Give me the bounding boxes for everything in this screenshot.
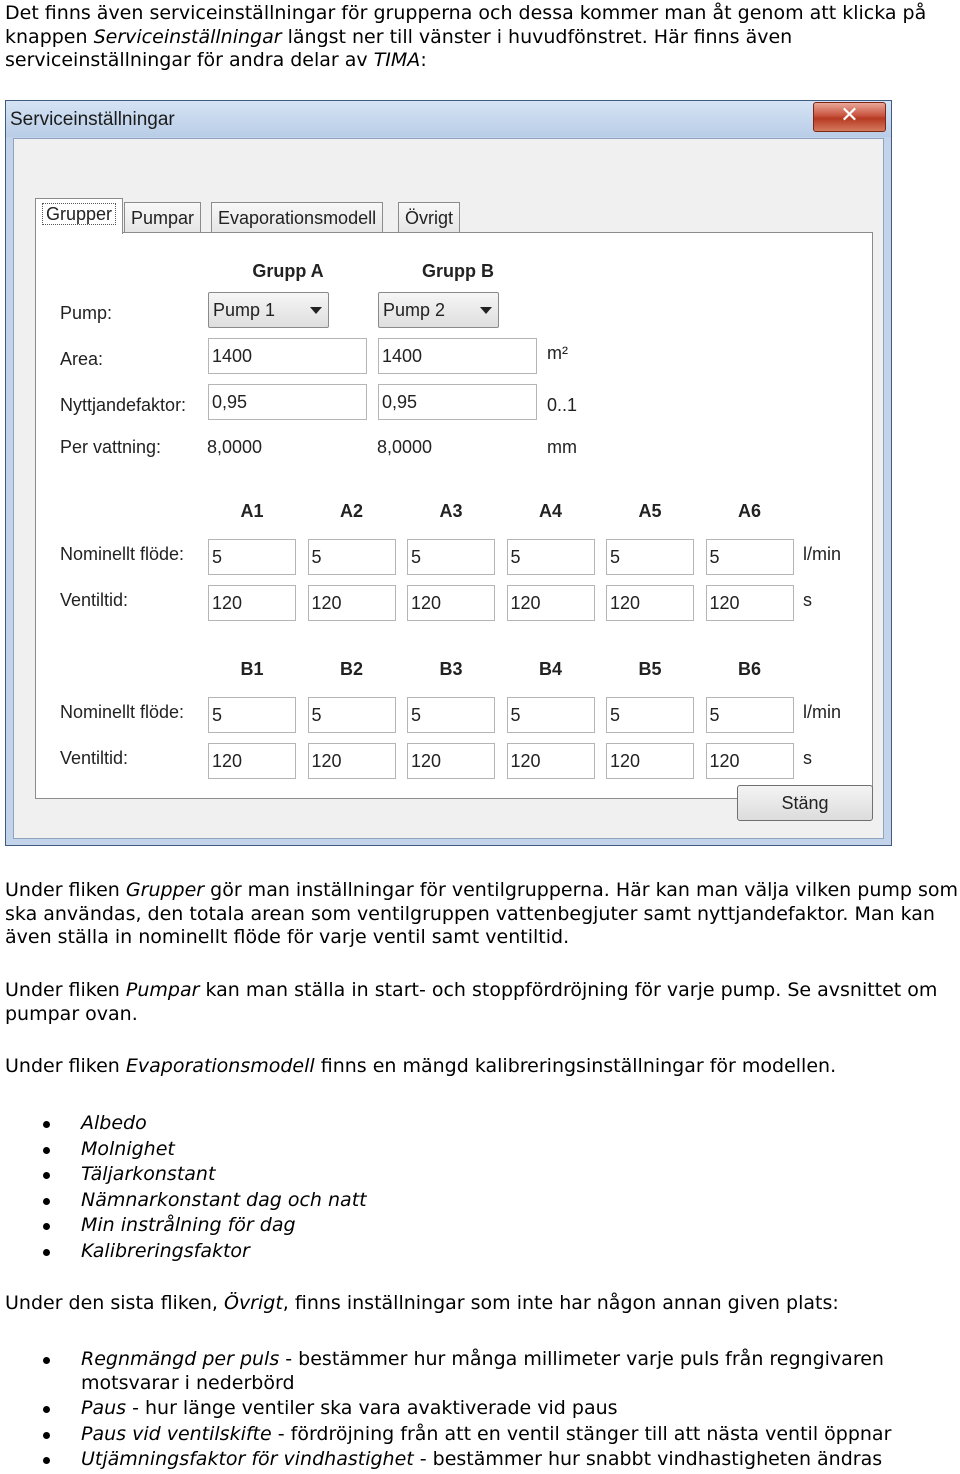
valve-ventiltid-input[interactable]: 120 (706, 585, 794, 621)
intro-italic-2: TIMA (373, 49, 421, 71)
service-settings-dialog (5, 100, 892, 846)
valve-flode-input[interactable]: 5 (507, 539, 595, 575)
tab-ovrigt[interactable] (398, 202, 460, 234)
chevron-down-icon (480, 307, 492, 314)
group-a-pump-value: Pump 1 (213, 300, 276, 320)
chevron-down-icon (310, 307, 322, 314)
list-item (0, 1423, 960, 1447)
group-a-nyttjandefaktor-input[interactable]: 0,95 (208, 384, 367, 420)
nyttjandefaktor-unit: 0..1 (547, 395, 578, 415)
ovrigt-item-term: Paus vid ventilskifte (81, 1422, 272, 1445)
valve-ventiltid-input[interactable]: 120 (308, 743, 396, 779)
valve-ventiltid-input[interactable]: 120 (407, 585, 495, 621)
intro-text-1: Det finns även serviceinställningar för grupperna och dessa kommer man åt genom att klicka på knappen (5, 2, 927, 48)
ovrigt-item-desc: - bestämmer hur snabbt vindhastigheten ändras (413, 1448, 883, 1470)
ovrigt-item-term: Paus (81, 1397, 127, 1419)
valve-header: B6 (737, 659, 761, 679)
evap-italic: Evaporationsmodell (125, 1055, 315, 1077)
ovrigt-paragraph (5, 1292, 960, 1316)
valve-ventiltid-input[interactable]: 120 (208, 585, 296, 621)
intro-text-3: : (420, 49, 427, 71)
pumpar-text-b: kan man ställa in start- och stoppfördröjning för varje pump. Se avsnittet om pumpar ovan. (5, 979, 938, 1025)
pumpar-text-a: Under fliken (5, 979, 126, 1001)
dialog-title: Serviceinställningar (10, 109, 175, 130)
valve-header: B4 (538, 659, 562, 679)
evap-item-text: Albedo (81, 1112, 147, 1134)
valve-ventiltid-input[interactable]: 120 (507, 585, 595, 621)
group-a-area-input[interactable]: 1400 (208, 338, 367, 374)
ovrigt-item-desc: - fördröjning från att en ventil stänger till att nästa ventil öppnar (271, 1422, 892, 1445)
valve-flode-input[interactable]: 5 (606, 697, 694, 733)
area-unit: m² (547, 343, 568, 363)
valve-header: A2 (339, 501, 363, 521)
valve-header: B2 (339, 659, 363, 679)
pumpar-paragraph (5, 979, 960, 1026)
valve-ventiltid-input[interactable]: 120 (308, 585, 396, 621)
grupper-panel (35, 232, 873, 799)
dialog-titlebar[interactable] (6, 101, 891, 137)
valve-flode-input[interactable]: 5 (208, 539, 296, 575)
valve-flode-input[interactable]: 5 (208, 697, 296, 733)
evap-item-text: Täljarkonstant (81, 1163, 216, 1185)
evap-item-text: Kalibreringsfaktor (81, 1239, 250, 1262)
nyttjandefaktor-label: Nyttjandefaktor: (60, 395, 187, 415)
ovrigt-item-term: Utjämningsfaktor för vindhastighet (81, 1448, 414, 1470)
list-item (0, 1111, 367, 1137)
valve-header: B3 (439, 659, 463, 679)
valve-flode-input[interactable]: 5 (507, 697, 595, 733)
per-vattning-unit: mm (547, 437, 577, 457)
evap-paragraph (5, 1055, 960, 1079)
group-b-nyttjandefaktor-input[interactable]: 0,95 (378, 384, 537, 420)
evap-list (0, 1111, 367, 1264)
list-item (0, 1188, 367, 1214)
list-item (0, 1448, 960, 1472)
group-a-pump-select[interactable] (208, 292, 329, 328)
ventiltid-unit: s (803, 590, 812, 610)
nominellt-flode-label: Nominellt flöde: (60, 702, 185, 722)
group-a-header: Grupp A (252, 261, 324, 281)
ovrigt-italic: Övrigt (223, 1292, 283, 1314)
area-label: Area: (60, 349, 104, 369)
grupper-italic: Grupper (125, 879, 205, 901)
ovrigt-item-desc: - bestämmer hur många millimeter varje puls från regngivaren motsvarar i nederbörd (81, 1348, 884, 1394)
ventiltid-label: Ventiltid: (60, 748, 129, 768)
list-item (0, 1162, 367, 1188)
valve-flode-input[interactable]: 5 (706, 697, 794, 733)
flode-unit: l/min (803, 702, 842, 722)
valve-header: A3 (439, 501, 463, 521)
ventiltid-unit: s (803, 748, 812, 768)
valve-ventiltid-input[interactable]: 120 (507, 743, 595, 779)
valve-flode-input[interactable]: 5 (407, 697, 495, 733)
grupper-text-b: gör man inställningar för ventilgrupperna. Här kan man välja vilken pump som ska användas, den totala arean som ventilgruppen vattenbegjuter samt nyttjandefaktor. Man kan även ställa in nominellt flöde för varje ventil samt ventiltid. (5, 879, 958, 948)
list-item (0, 1239, 367, 1265)
ovrigt-text-a: Under den sista fliken, (5, 1292, 224, 1314)
valve-flode-input[interactable]: 5 (308, 697, 396, 733)
valve-ventiltid-input[interactable]: 120 (606, 585, 694, 621)
evap-text-b: finns en mängd kalibreringsinställningar för modellen. (314, 1055, 837, 1077)
valve-flode-input[interactable]: 5 (606, 539, 694, 575)
grupper-paragraph (5, 879, 960, 950)
tab-grupper[interactable] (35, 198, 123, 234)
valve-header: A1 (240, 501, 264, 521)
evap-item-text: Molnighet (81, 1137, 175, 1160)
ovrigt-list (0, 1348, 960, 1474)
valve-header: A5 (638, 501, 662, 521)
tab-pumpar[interactable] (124, 202, 201, 234)
ovrigt-item-term: Regnmängd per puls (81, 1348, 280, 1370)
pumpar-italic: Pumpar (125, 979, 200, 1001)
valve-ventiltid-input[interactable]: 120 (208, 743, 296, 779)
evap-text-a: Under fliken (5, 1055, 126, 1077)
tab-ovrigt-label: Övrigt (405, 208, 454, 228)
intro-italic-1: Serviceinställningar (93, 25, 282, 48)
dialog-client-area (13, 138, 884, 839)
valve-flode-input[interactable]: 5 (706, 539, 794, 575)
intro-text-2: längst ner till vänster i huvudfönstret. Här finns även serviceinställningar för andra delar av (5, 25, 793, 71)
close-icon[interactable]: ✕ (813, 102, 886, 132)
evap-item-text: Nämnarkonstant dag och natt (81, 1188, 367, 1211)
valve-ventiltid-input[interactable]: 120 (407, 743, 495, 779)
group-b-pump-value: Pump 2 (383, 300, 446, 320)
tab-evaporationsmodell[interactable] (211, 202, 383, 234)
valve-header: A4 (538, 501, 562, 521)
group-a-per-vattning-value: 8,0000 (207, 437, 263, 457)
ovrigt-text-b: , finns inställningar som inte har någon annan given plats: (282, 1292, 839, 1314)
pump-label: Pump: (60, 303, 113, 323)
evap-item-text: Min instrålning för dag (81, 1214, 296, 1236)
tab-pumpar-label: Pumpar (131, 208, 195, 228)
valve-header: B1 (240, 659, 264, 679)
valve-flode-input[interactable]: 5 (308, 539, 396, 575)
list-item (0, 1137, 367, 1163)
group-b-header: Grupp B (422, 261, 494, 281)
group-b-per-vattning-value: 8,0000 (377, 437, 433, 457)
ovrigt-item-desc: - hur länge ventiler ska vara avaktiverade vid paus (126, 1397, 618, 1419)
valve-header: B5 (638, 659, 662, 679)
ventiltid-label: Ventiltid: (60, 590, 129, 610)
group-b-pump-select[interactable] (378, 292, 499, 328)
list-item (0, 1397, 960, 1421)
stang-button[interactable]: Stäng (737, 785, 873, 821)
flode-unit: l/min (803, 544, 842, 564)
list-item (0, 1213, 367, 1239)
valve-ventiltid-input[interactable]: 120 (706, 743, 794, 779)
valve-flode-input[interactable]: 5 (407, 539, 495, 575)
per-vattning-label: Per vattning: (60, 437, 162, 457)
valve-ventiltid-input[interactable]: 120 (606, 743, 694, 779)
valve-header: A6 (737, 501, 761, 521)
intro-paragraph (5, 2, 960, 73)
tab-evaporationsmodell-label: Evaporationsmodell (218, 208, 377, 228)
group-b-area-input[interactable]: 1400 (378, 338, 537, 374)
nominellt-flode-label: Nominellt flöde: (60, 544, 185, 564)
grupper-text-a: Under fliken (5, 879, 126, 901)
tab-grupper-label: Grupper (42, 203, 116, 225)
list-item (0, 1348, 960, 1395)
